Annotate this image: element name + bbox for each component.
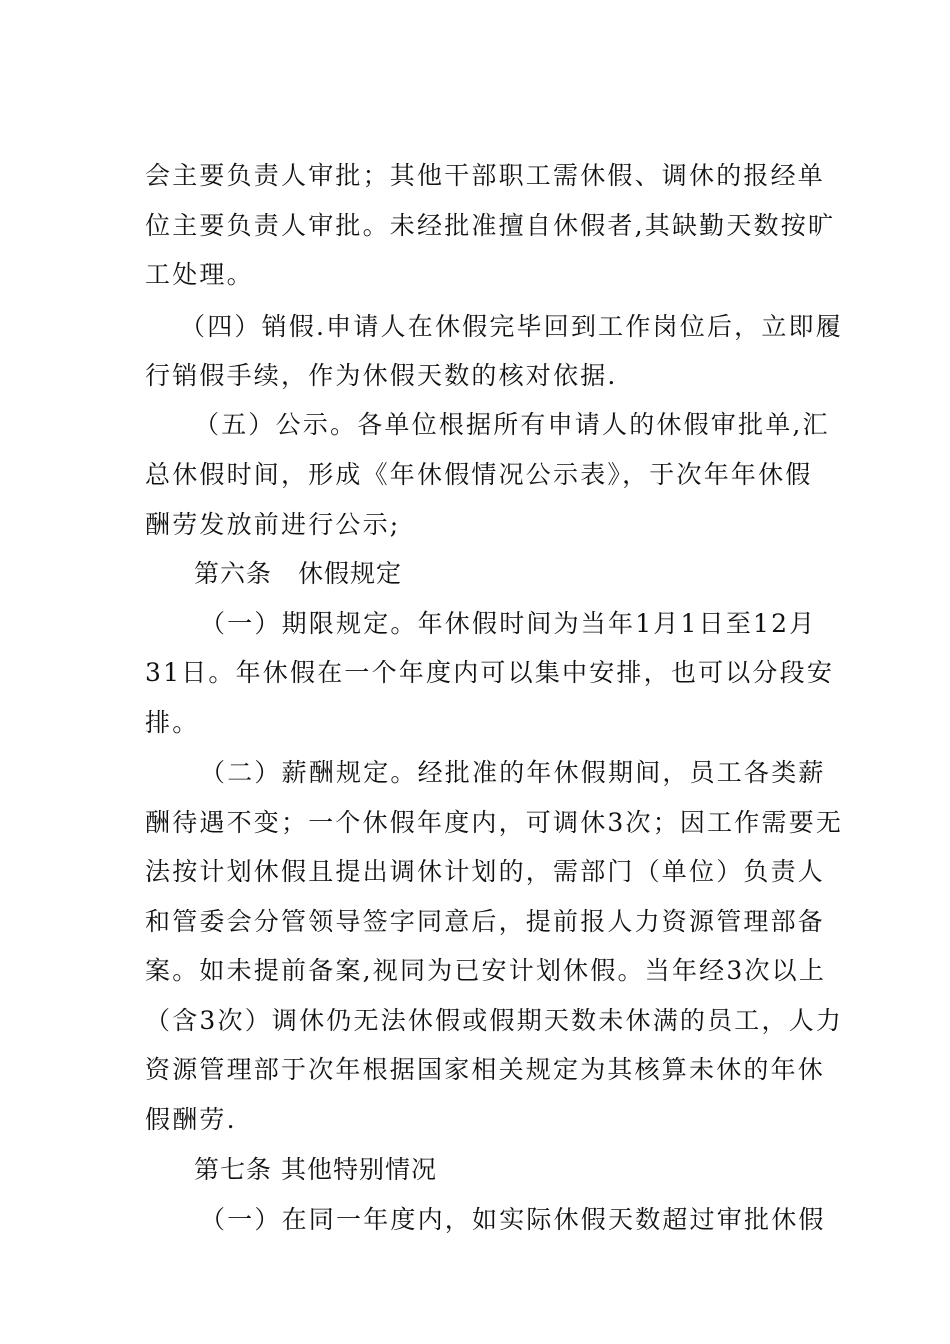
paragraph-line: 资源管理部于次年根据国家相关规定为其核算未休的年休 — [145, 1055, 826, 1084]
paragraph-line: （四）销假.申请人在休假完毕回到工作岗位后，立即履 — [180, 312, 843, 341]
paragraph-line: （一）在同一年度内，如实际休假天数超过审批休假 — [200, 1205, 826, 1234]
section-heading: 第七条 其他特别情况 — [194, 1155, 437, 1184]
paragraph-line: 总休假时间，形成《年休假情况公示表》，于次年年休假 — [145, 460, 813, 489]
paragraph-line: （一）期限规定。年休假时间为当年1月1日至12月 — [200, 609, 817, 638]
paragraph-line: 法按计划休假且提出调休计划的，需部门（单位）负责人 — [145, 857, 826, 886]
paragraph-line: 假酬劳. — [145, 1105, 237, 1134]
section-heading: 第六条 休假规定 — [194, 559, 403, 588]
paragraph-line: 案。如未提前备案,视同为已安计划休假。当年经3次以上 — [145, 956, 827, 985]
paragraph-line: 排。 — [145, 708, 200, 737]
paragraph-line: （含3次）调休仍无法休假或假期天数未休满的员工，人力 — [145, 1006, 844, 1035]
paragraph-line: 会主要负责人审批；其他干部职工需休假、调休的报经单 — [145, 161, 826, 190]
paragraph-line: 行销假手续，作为休假天数的核对依据. — [145, 361, 618, 390]
paragraph-line: 酬劳发放前进行公示; — [145, 510, 401, 539]
paragraph-line: 31日。年休假在一个年度内可以集中安排，也可以分段安 — [145, 658, 835, 687]
paragraph-line: 酬待遇不变；一个休假年度内，可调休3次；因工作需要无 — [145, 808, 844, 837]
paragraph-line: 工处理。 — [145, 260, 254, 289]
paragraph-line: （二）薪酬规定。经批准的年休假期间，员工各类薪 — [200, 758, 826, 787]
paragraph-line: 位主要负责人审批。未经批准擅自休假者,其缺勤天数按旷 — [145, 211, 836, 240]
paragraph-line: 和管委会分管领导签字同意后，提前报人力资源管理部备 — [145, 907, 826, 936]
paragraph-line: （五）公示。各单位根据所有申请人的休假审批单,汇 — [194, 410, 830, 439]
